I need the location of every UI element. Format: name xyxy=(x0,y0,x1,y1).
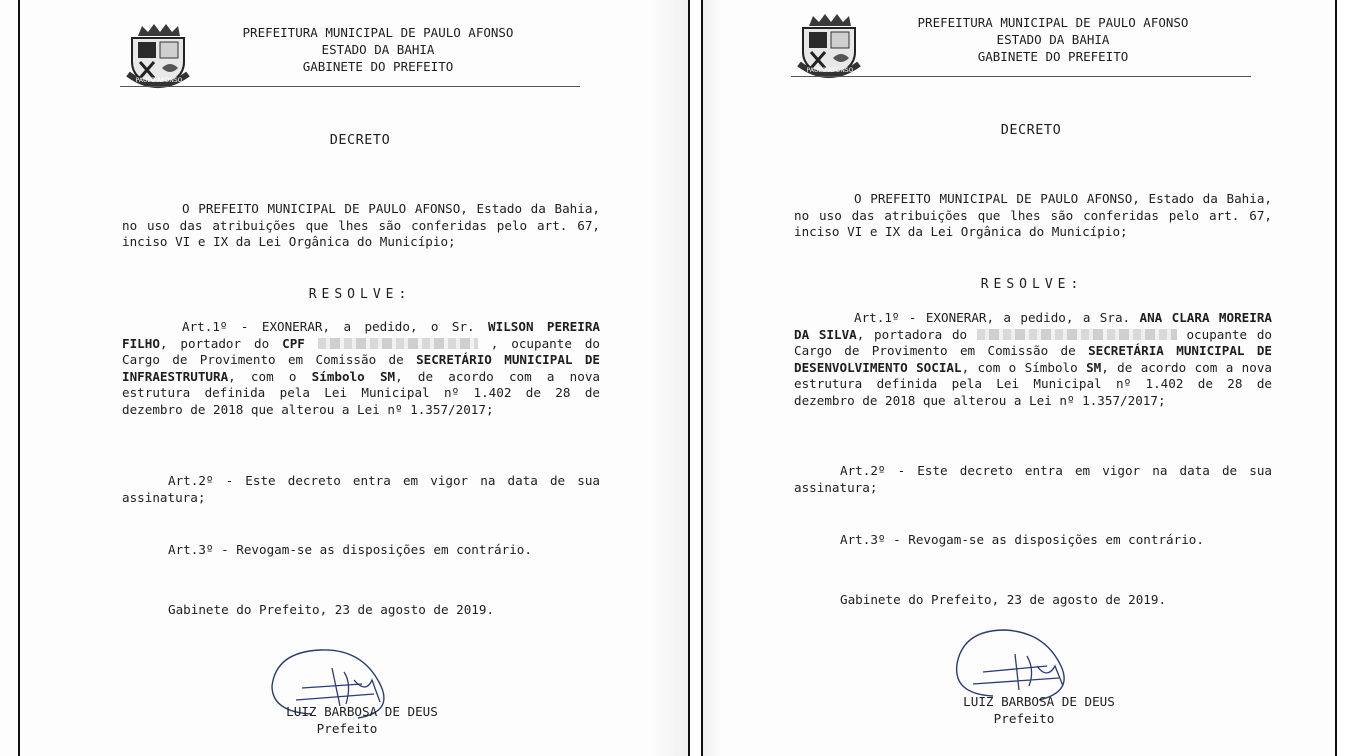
letterhead-line-3: GABINETE DO PREFEITO xyxy=(977,49,1129,64)
article-1 xyxy=(794,310,1272,410)
document-title: DECRETO xyxy=(329,132,391,148)
signatory-name: LUIZ BARBOSA DE DEUS xyxy=(963,694,1115,709)
letterhead-line-2: ESTADO DA BAHIA xyxy=(321,42,435,57)
symbol-label: SM xyxy=(1086,359,1102,375)
signatory-title: Prefeito xyxy=(993,711,1055,726)
letterhead xyxy=(875,14,1231,65)
art1-text-a: Art.1º - EXONERAR, a pedido, o Sr. xyxy=(182,319,489,334)
article-2 xyxy=(122,473,600,506)
person-name: ANA CLARA MOREIRA DA SILVA xyxy=(794,310,1272,342)
art1-text-a: Art.1º - EXONERAR, a pedido, a Sra. xyxy=(854,310,1140,325)
page-border-right xyxy=(1335,0,1337,756)
crest-ribbon-text xyxy=(806,62,854,76)
svg-text:PAULO AFONSO: PAULO AFONSO xyxy=(135,77,183,84)
crest-ribbon-text xyxy=(135,72,183,86)
symbol-label: Símbolo SM xyxy=(311,368,396,384)
art1-text-d: ocupante do Cargo de Provimento em Comissão de xyxy=(122,335,600,368)
letterhead-line-1: PREFEITURA MUNICIPAL DE PAULO AFONSO xyxy=(242,25,514,40)
article-2 xyxy=(794,463,1272,496)
article-1 xyxy=(122,319,600,419)
letterhead-line-1: PREFEITURA MUNICIPAL DE PAULO AFONSO xyxy=(917,15,1189,30)
position-title: SECRETÁRIA MUNICIPAL DE DESENVOLVIMENTO SOCIAL xyxy=(794,343,1273,375)
letterhead-rule xyxy=(791,76,1251,77)
date-line: Gabinete do Prefeito, 23 de agosto de 2019. xyxy=(840,592,1167,607)
letterhead-line-2: ESTADO DA BAHIA xyxy=(996,32,1110,47)
date-line: Gabinete do Prefeito, 23 de agosto de 2019. xyxy=(168,602,495,617)
art2-text: Art.2º - Este decreto entra em vigor na data de sua assinatura; xyxy=(794,463,1272,495)
art1-text-e: , com o xyxy=(228,368,312,384)
page-border-center xyxy=(688,0,690,756)
art1-text-d: ocupante do Cargo de Provimento em Comissão de xyxy=(794,326,1272,359)
redacted-document-number xyxy=(977,329,1177,340)
article-3: Art.3º - Revogam-se as disposições em contrário. xyxy=(168,542,532,557)
redacted-cpf xyxy=(318,338,478,349)
position-title: SECRETÁRIO MUNICIPAL DE INFRAESTRUTURA xyxy=(122,352,601,384)
letterhead-rule xyxy=(120,86,580,87)
signatory-name: LUIZ BARBOSA DE DEUS xyxy=(286,704,438,719)
signatory xyxy=(262,703,462,737)
art1-text-f: , de acordo com a nova estrutura definida pela Lei Municipal nº 1.402 de 28 de dezembro de 2018 que alterou a Lei nº 1.357/2017; xyxy=(794,359,1272,408)
page-border-left xyxy=(18,0,20,756)
art1-text-b: , portador do xyxy=(159,335,283,351)
article-3: Art.3º - Revogam-se as disposições em contrário. xyxy=(840,532,1204,547)
document-page-right xyxy=(703,0,1335,756)
svg-text:PAULO AFONSO: PAULO AFONSO xyxy=(806,67,854,74)
art2-text: Art.2º - Este decreto entra em vigor na data de sua assinatura; xyxy=(122,473,600,505)
person-name: WILSON PEREIRA FILHO xyxy=(122,319,601,351)
resolve-heading: RESOLVE: xyxy=(980,277,1084,292)
signatory-title: Prefeito xyxy=(316,721,378,736)
art1-text-b: , portadora do xyxy=(856,326,977,342)
letterhead xyxy=(200,24,556,75)
page-shadow xyxy=(650,0,690,756)
art1-text-e: , com o Símbolo xyxy=(961,359,1087,375)
signatory xyxy=(939,693,1139,727)
resolve-heading: RESOLVE: xyxy=(308,287,412,302)
page-shadow xyxy=(703,0,721,756)
document-label: CPF xyxy=(282,335,305,351)
preamble-text: O PREFEITO MUNICIPAL DE PAULO AFONSO, Estado da Bahia, no uso das atribuições que lhes são conferidas pelo art. 67, inciso VI e IX da Lei Orgânica do Município; xyxy=(122,201,600,250)
preamble xyxy=(122,201,600,251)
preamble xyxy=(794,191,1272,241)
art1-text-f: , de acordo com a nova estrutura definida pela Lei Municipal nº 1.402 de 28 de dezembro de 2018 que alterou a Lei nº 1.357/2017; xyxy=(122,368,600,417)
letterhead-line-3: GABINETE DO PREFEITO xyxy=(302,59,454,74)
art1-text-c: , xyxy=(477,335,499,351)
document-title: DECRETO xyxy=(1000,122,1062,138)
preamble-text: O PREFEITO MUNICIPAL DE PAULO AFONSO, Estado da Bahia, no uso das atribuições que lhes são conferidas pelo art. 67, inciso VI e IX da Lei Orgânica do Município; xyxy=(794,191,1272,240)
